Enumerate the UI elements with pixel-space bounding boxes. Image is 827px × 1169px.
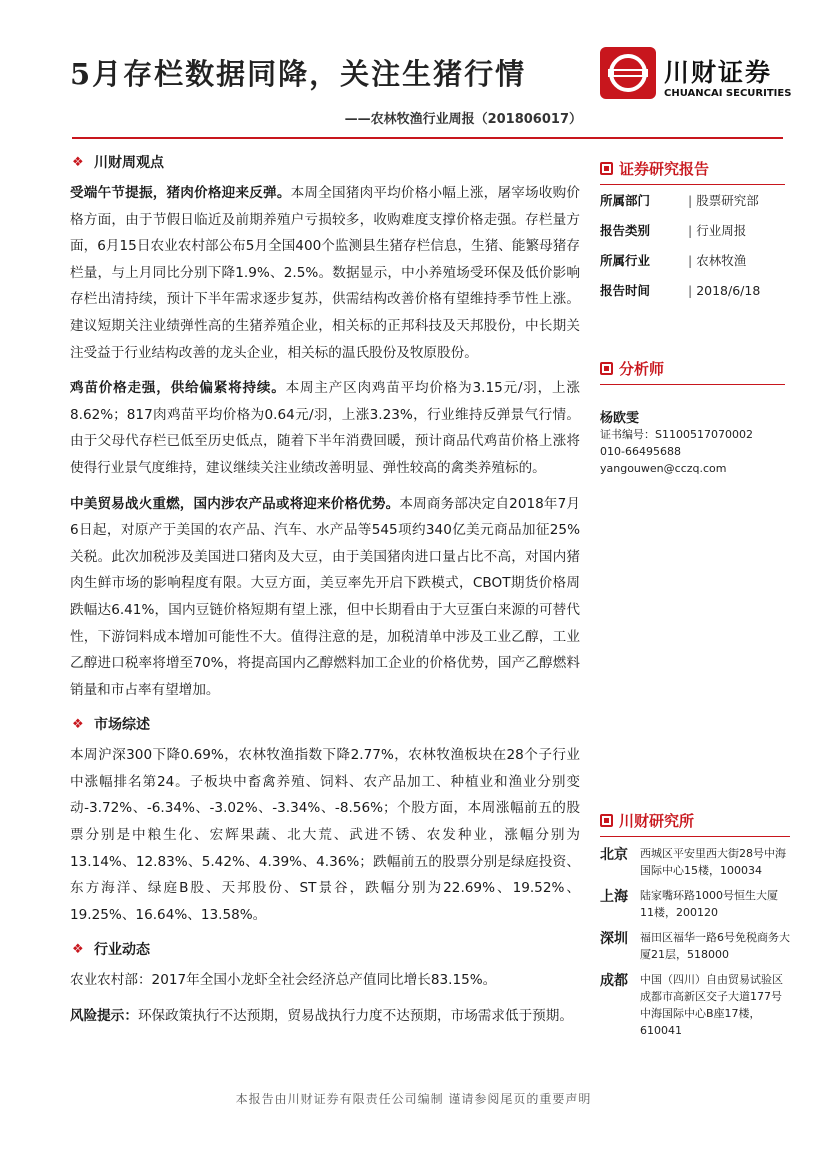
- paragraph-industry: 农业农村部：2017年全国小龙虾全社会经济总产值同比增长83.15%。: [70, 972, 497, 989]
- diamond-bullet-icon: ❖: [72, 942, 84, 958]
- footer-disclaimer: 本报告由川财证券有限责任公司编制 谨请参阅尾页的重要声明: [235, 1092, 592, 1106]
- paragraph-market: 本周沪深300下降0.69%，农林牧渔指数下降2.77%，农林牧渔板块在28个子行业中涨幅排名第24。子板块中畜禽养殖、饲料、农产品加工、种植业和渔业分别变动-3.72%、-6.34%、-3.02%、-3.34%、-8.56%；个股方面，本周涨幅前五的股票分别是中粮生化、宏辉果蔬、北大荒、武进不锈、农发种业，涨幅分别为13.14%、12.83%、5.42%、4.39%、4.36%；跌幅前五的股票分别是绿庭投资、东方海洋、绿庭B股、天邦股份、ST景谷，跌幅分别为22.69%、19.52%、19.25%、16.64%、13.58%。: [70, 747, 580, 923]
- analyst-panel: [600, 358, 785, 477]
- paragraph-chicken: 鸡苗价格走强，供给偏紧将持续。本周主产区肉鸡苗平均价格为3.15元/羽，上涨8.62%；817肉鸡苗平均价格为0.64元/羽，上涨3.23%，行业维持反弹景气行情。由于父母代存栏已低至历史低点，随着下半年消费回暖，预计商品代鸡苗价格上涨将使得行业景气度维持，建议继续关注业绩改善明显、弹性较高的禽类养殖标的。: [70, 380, 580, 476]
- info-row: 报告时间 | 2018/6/18: [600, 275, 785, 305]
- chuancai-logo-icon: [600, 47, 656, 99]
- square-bullet-icon: [600, 162, 613, 175]
- paragraph-risk: 风险提示：环保政策执行不达预期，贸易战执行力度不达预期，市场需求低于预期。: [70, 1008, 573, 1025]
- header-divider: [72, 137, 783, 139]
- divider: [600, 384, 785, 385]
- square-bullet-icon: [600, 362, 613, 375]
- brand-name-cn: 川财证券: [664, 58, 773, 87]
- report-info-heading: 证券研究报告: [600, 158, 785, 179]
- page-subtitle: ——农林牧渔行业周报（201806017）: [344, 112, 582, 127]
- section-heading-market: ❖ 市场综述: [70, 712, 580, 738]
- diamond-bullet-icon: ❖: [72, 717, 84, 733]
- research-heading: 川财研究所: [600, 810, 790, 831]
- section-heading-viewpoint: ❖ 川财周观点: [70, 150, 580, 176]
- office-chengdu: 成都 中国（四川）自由贸易试验区成都市高新区交子大道177号中海国际中心B座17楼，610041: [600, 973, 783, 1037]
- diamond-bullet-icon: ❖: [72, 155, 84, 170]
- analyst-name: 杨欧雯: [600, 411, 640, 426]
- research-institute-panel: [600, 810, 790, 1039]
- paragraph-pork: 受端午节提振，猪肉价格迎来反弹。本周全国猪肉平均价格小幅上涨，屠宰场收购价格方面，由于节假日临近及前期养殖户亏损较多，收购难度支撑价格走强。存栏量方面，6月15日农业农村部公布5月全国400个监测县生猪存栏信息，生猪、能繁母猪存栏量，与上月同比分别下降1.9%、2.5%。数据显示，中小养殖场受环保及低价影响存栏出清持续，预计下半年需求逐步复苏，供需结构改善价格有望维持季节性上涨。建议短期关注业绩弹性高的生猪养殖企业，相关标的正邦科技及天邦股份，中长期关注受益于行业结构改善的龙头企业，相关标的温氏股份及牧原股份。: [70, 185, 580, 361]
- brand-name-en: CHUANCAI SECURITIES: [664, 88, 792, 99]
- office-beijing: 北京 西城区平安里西大街28号中海国际中心15楼，100034: [600, 847, 786, 877]
- analyst-phone: 010-66495688: [600, 445, 681, 458]
- divider: [600, 836, 790, 837]
- info-row: 所属行业 | 农林牧渔: [600, 245, 785, 275]
- analyst-heading: 分析师: [600, 358, 785, 379]
- analyst-email[interactable]: yangouwen@cczq.com: [600, 462, 727, 475]
- report-info-panel: [600, 158, 785, 305]
- analyst-cert: 证书编号：S1100517070002: [600, 428, 753, 441]
- info-row: 所属部门 | 股票研究部: [600, 185, 785, 215]
- office-shanghai: 上海 陆家嘴环路1000号恒生大厦11楼，200120: [600, 889, 778, 919]
- office-shenzhen: 深圳 福田区福华一路6号免税商务大厦21层，518000: [600, 931, 790, 961]
- square-bullet-icon: [600, 814, 613, 827]
- main-content: [70, 150, 580, 1039]
- section-heading-industry: ❖ 行业动态: [70, 937, 580, 963]
- page-title: 5月存栏数据同降，关注生猪行情: [70, 57, 527, 91]
- info-row: 报告类别 | 行业周报: [600, 215, 785, 245]
- paragraph-trade-war: 中美贸易战火重燃，国内涉农产品或将迎来价格优势。本周商务部决定自2018年7月6日起，对原产于美国的农产品、汽车、水产品等545项约340亿美元商品加征25%关税。此次加税涉及美国进口猪肉及大豆，由于美国猪肉进口量占比不高，对国内猪肉生鲜市场的影响程度有限。大豆方面，美豆率先开启下跌模式，CBOT期货价格周跌幅达6.41%，国内豆链价格短期有望上涨，但中长期看由于大豆蛋白来源的可替代性，下游饲料成本增加可能性不大。值得注意的是，加税清单中涉及工业乙醇，工业乙醇进口税率将增至70%，将提高国内乙醇燃料加工企业的价格优势，国产乙醇燃料销量和市占率有望增加。: [70, 495, 581, 698]
